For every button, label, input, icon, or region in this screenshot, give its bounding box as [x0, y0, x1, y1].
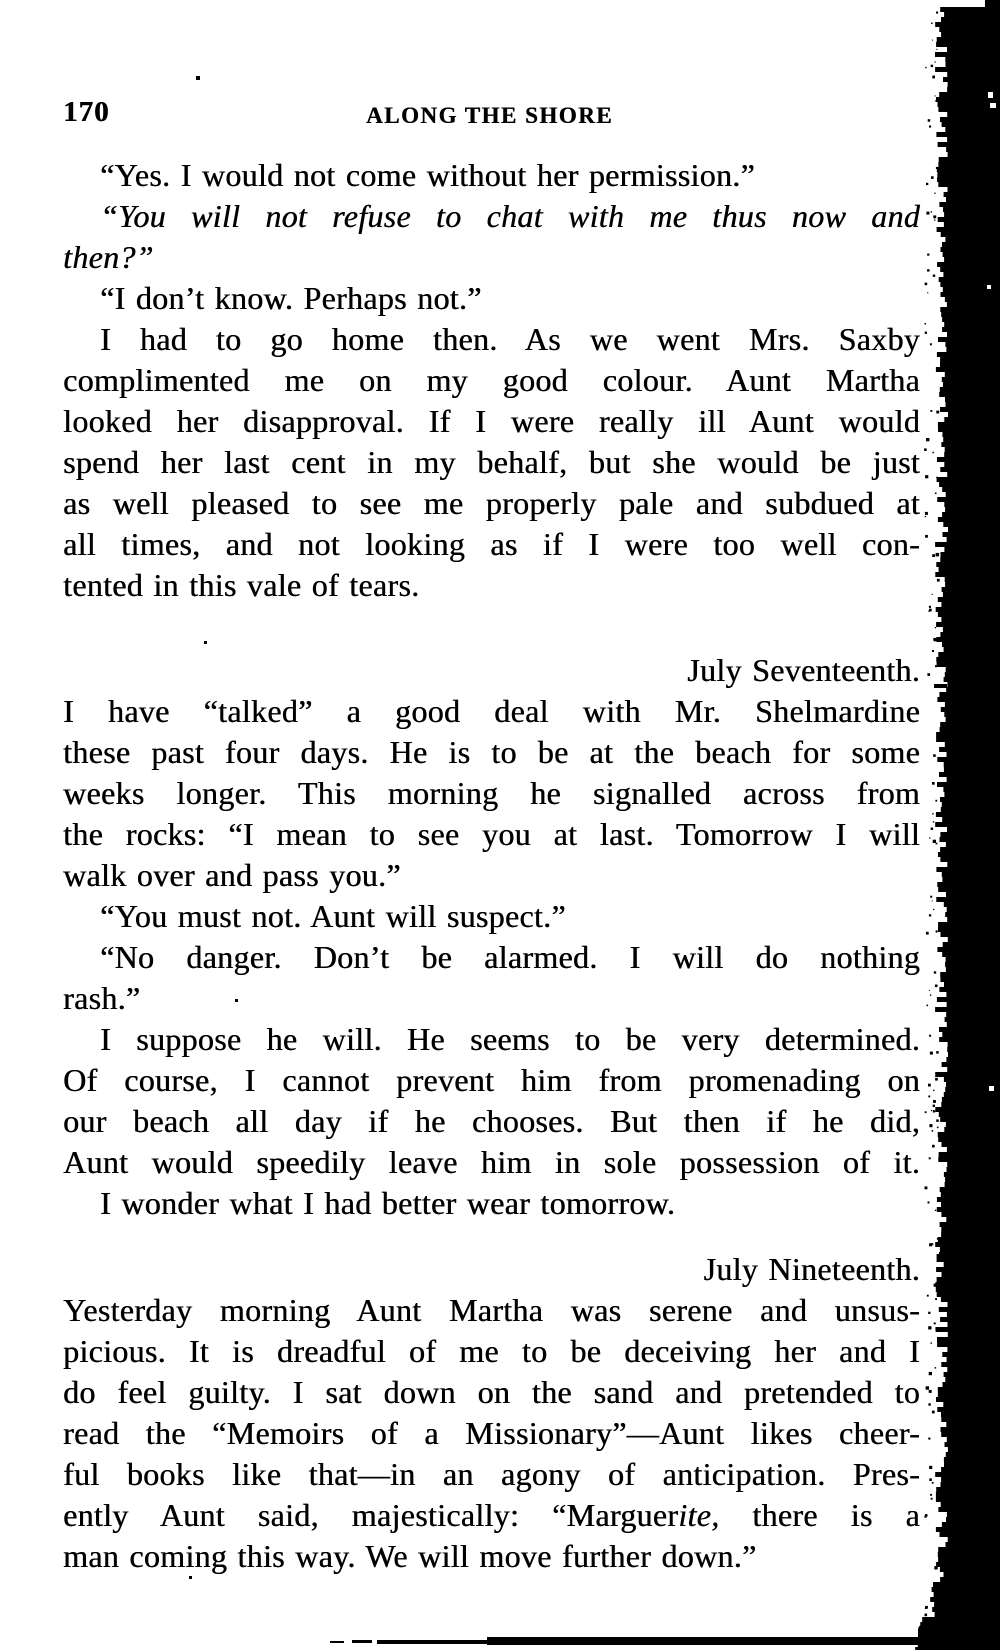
text-segment: read the “Memoirs of a Missionary”—Aunt likes cheer- — [63, 1415, 920, 1451]
text-segment: “You must not. Aunt will suspect.” — [100, 898, 566, 934]
text-segment: I have “talked” a good deal with Mr. Shelmardine — [63, 693, 920, 729]
text-segment: the rocks: “I mean to see you at last. Tomorrow I will — [63, 816, 920, 852]
text-segment: “You will not refuse to chat with me thus now and — [100, 198, 920, 234]
text-segment: there is a — [719, 1497, 920, 1533]
text-line — [63, 1142, 920, 1183]
text-line — [63, 1019, 920, 1060]
text-segment: all times, and not looking as if I were too well con- — [63, 526, 920, 562]
text-segment: July Nineteenth. — [703, 1251, 920, 1287]
text-segment: man coming this way. We will move further down.” — [63, 1538, 757, 1574]
text-line — [63, 565, 920, 606]
text-line — [63, 691, 920, 732]
text-segment: weeks longer. This morning he signalled across from — [63, 775, 920, 811]
text-segment: these past four days. He is to be at the beach for some — [63, 734, 920, 770]
text-line — [63, 1536, 920, 1577]
text-segment: as well pleased to see me properly pale and subdued at — [63, 485, 920, 521]
text-segment: Of course, I cannot prevent him from promenading on — [63, 1062, 920, 1098]
text-line — [63, 937, 920, 978]
text-segment: July Seventeenth. — [687, 652, 920, 688]
text-segment: our beach all day if he chooses. But then if he did, — [63, 1103, 920, 1139]
text-line — [63, 1413, 920, 1454]
text-line — [63, 442, 920, 483]
text-line — [63, 1495, 920, 1536]
text-segment: I wonder what I had better wear tomorrow. — [100, 1185, 676, 1221]
text-segment: Aunt would speedily leave him in sole possession of it. — [63, 1144, 920, 1180]
text-line — [63, 1372, 920, 1413]
text-segment: “I don’t know. Perhaps not.” — [100, 280, 482, 316]
text-segment: picious. It is dreadful of me to be deceiving her and I — [63, 1333, 920, 1369]
text-line — [63, 319, 920, 360]
text-segment: I had to go home then. As we went Mrs. Saxby — [100, 321, 920, 357]
text-segment: looked her disapproval. If I were really ill Aunt would — [63, 403, 920, 439]
diary-date-heading — [63, 1249, 920, 1290]
text-line — [63, 1290, 920, 1331]
text-segment: tented in this vale of tears. — [63, 567, 420, 603]
text-segment: spend her last cent in my behalf, but she would be just — [63, 444, 920, 480]
text-line — [63, 773, 920, 814]
text-line — [63, 1454, 920, 1495]
text-segment: “Yes. I would not come without her permission.” — [100, 157, 755, 193]
text-line — [63, 155, 920, 196]
text-segment: ently Aunt said, majestically: “Marguer — [63, 1497, 679, 1533]
diary-date-heading — [63, 650, 920, 691]
text-segment: “No danger. Don’t be alarmed. I will do nothing — [100, 939, 920, 975]
text-line — [63, 1101, 920, 1142]
text-line — [63, 978, 920, 1019]
running-title: ALONG THE SHORE — [366, 103, 614, 128]
text-line — [63, 401, 920, 442]
text-line — [63, 814, 920, 855]
text-segment: walk over and pass you.” — [63, 857, 401, 893]
text-segment: ite, — [678, 1497, 720, 1533]
text-line — [63, 855, 920, 896]
text-segment: Yesterday morning Aunt Martha was serene and unsus- — [63, 1292, 920, 1328]
page-body — [63, 155, 920, 1577]
text-line — [63, 237, 920, 278]
text-line — [63, 524, 920, 565]
text-line — [63, 360, 920, 401]
text-line — [63, 278, 920, 319]
text-line — [63, 1060, 920, 1101]
page-number: 170 — [63, 96, 110, 128]
text-segment: do feel guilty. I sat down on the sand and pretended to — [63, 1374, 920, 1410]
text-line — [63, 196, 920, 237]
text-line — [63, 483, 920, 524]
text-segment: complimented me on my good colour. Aunt Martha — [63, 362, 920, 398]
text-segment: ful books like that—in an agony of anticipation. Pres- — [63, 1456, 920, 1492]
text-segment: then?” — [63, 239, 154, 275]
text-line — [63, 1331, 920, 1372]
text-line — [63, 732, 920, 773]
text-line — [63, 1183, 920, 1224]
text-line — [63, 896, 920, 937]
text-segment: rash.” — [63, 980, 141, 1016]
text-segment: I suppose he will. He seems to be very determined. — [100, 1021, 920, 1057]
